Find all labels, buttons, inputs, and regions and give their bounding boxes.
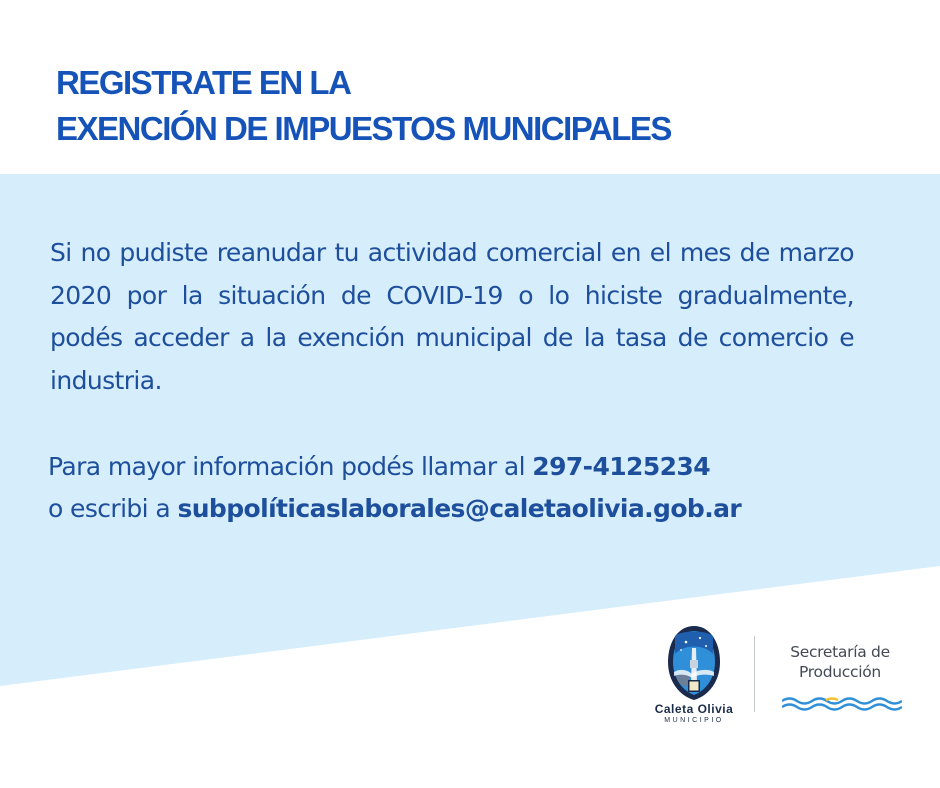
phone-line	[48, 446, 741, 488]
municipality-name: Caleta Olivia	[654, 702, 734, 716]
email-prefix: o escribi a	[48, 494, 178, 523]
secretaria-logo-text	[782, 642, 898, 682]
contact-info	[48, 446, 741, 530]
caleta-olivia-crest-icon	[666, 624, 722, 702]
municipality-label: MUNICIPIO	[664, 717, 724, 724]
waves-icon	[782, 696, 902, 714]
email-line	[48, 488, 741, 530]
title-line-2: EXENCIÓN DE IMPUESTOS MUNICIPALES	[56, 110, 671, 147]
title-line-1: REGISTRATE EN LA	[56, 64, 351, 101]
info-paragraph: Si no pudiste reanudar tu actividad comercial en el mes de marzo 2020 por la situación de COVID-19 o lo hiciste gradualmente, podés acceder a la exención municipal de la tasa de comercio e industria.	[50, 238, 854, 395]
page-title	[56, 60, 671, 152]
phone-number[interactable]: 297-4125234	[532, 452, 711, 481]
phone-prefix: Para mayor información podés llamar al	[48, 452, 533, 481]
logo-divider	[754, 636, 755, 712]
secretaria-line-1: Secretaría de	[790, 643, 890, 661]
secretaria-line-2: Producción	[799, 663, 881, 681]
email-address[interactable]: subpolíticaslaborales@caletaolivia.gob.ar	[177, 494, 742, 523]
